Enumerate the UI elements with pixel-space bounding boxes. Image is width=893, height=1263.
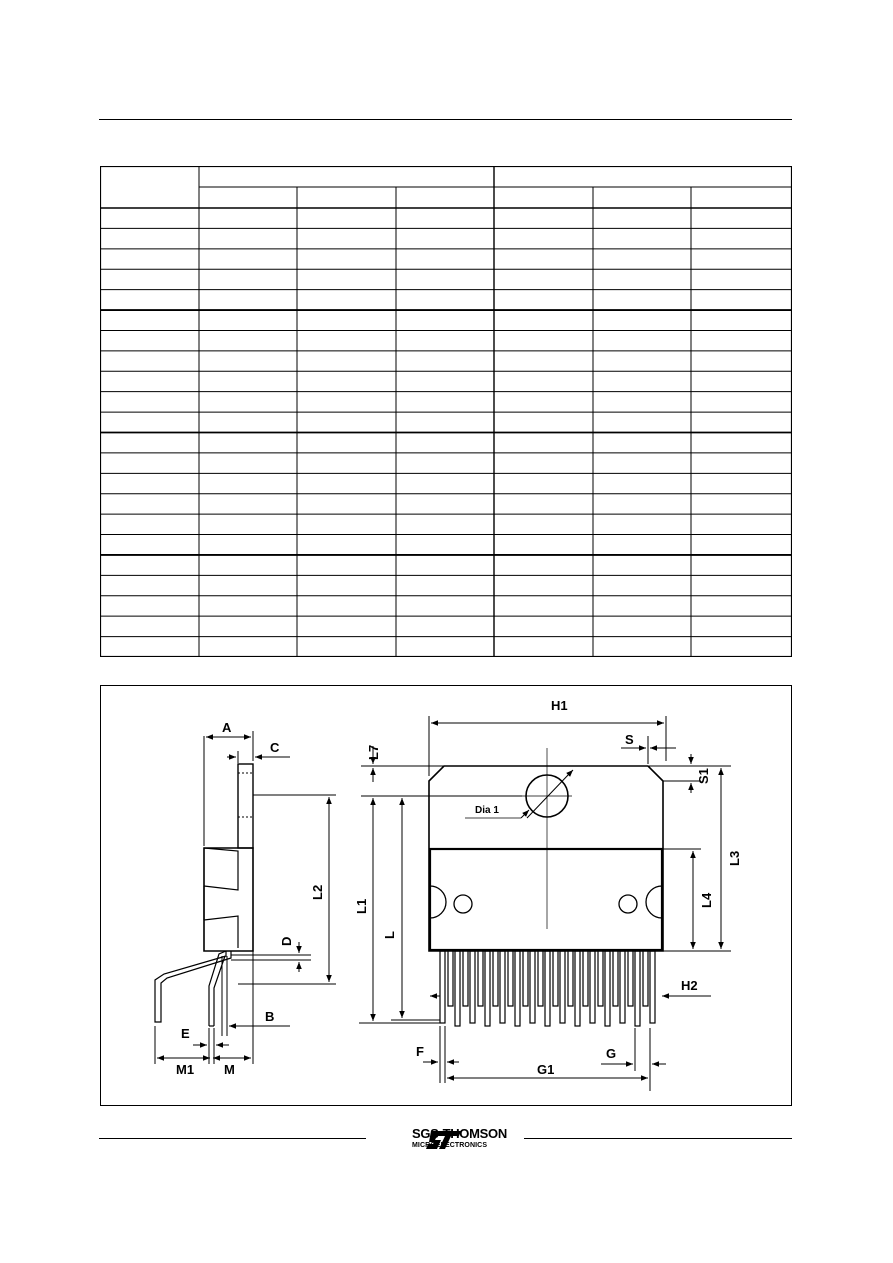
dimension-table <box>100 166 792 657</box>
label-D: D <box>279 936 294 946</box>
label-C: C <box>270 740 280 755</box>
brand-subtitle: MICROELECTRONICS <box>412 1142 488 1149</box>
label-L7: L7 <box>366 744 381 760</box>
label-E: E <box>181 1026 190 1041</box>
leads <box>440 951 655 1026</box>
label-A: A <box>222 720 232 735</box>
label-B: B <box>265 1009 275 1024</box>
label-M1: M1 <box>176 1062 195 1077</box>
side-view <box>155 731 336 1064</box>
label-L3: L3 <box>727 850 742 866</box>
label-G: G <box>606 1046 617 1061</box>
label-L1: L1 <box>354 898 369 914</box>
label-G1: G1 <box>537 1062 555 1077</box>
label-S1: S1 <box>696 768 711 784</box>
package-drawing <box>100 685 792 1106</box>
label-F: F <box>416 1044 424 1059</box>
table-border <box>101 167 792 657</box>
label-L: L <box>382 931 397 939</box>
footer-rule-right <box>524 1138 792 1139</box>
label-H1: H1 <box>551 698 568 713</box>
label-H2: H2 <box>681 978 698 993</box>
brand-name: SGS-THOMSON <box>412 1126 507 1141</box>
header-rule <box>99 119 792 120</box>
package-outline-svg <box>101 686 793 1107</box>
front-view <box>359 716 731 1091</box>
label-M: M <box>224 1062 235 1077</box>
label-S: S <box>625 732 634 747</box>
footer-rule-left <box>99 1138 366 1139</box>
label-L2: L2 <box>310 884 325 900</box>
label-L4: L4 <box>699 892 714 908</box>
label-dia1: Dia 1 <box>475 805 499 816</box>
